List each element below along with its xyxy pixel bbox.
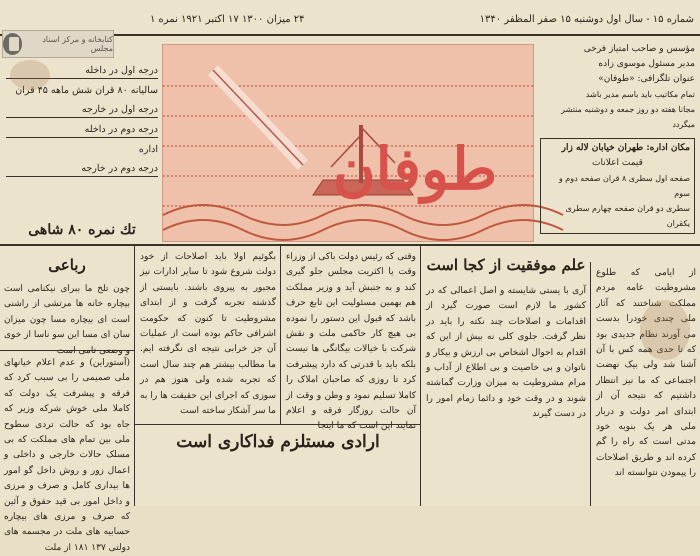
robai-title: رباعی bbox=[48, 256, 86, 274]
ad-price-line: سطری دو قران صفحه چهارم سطری یکقران bbox=[565, 204, 690, 228]
masthead-illustration bbox=[162, 44, 534, 242]
info-line: مدیر مسئول موسوی زاده bbox=[598, 59, 695, 69]
column-divider bbox=[420, 246, 421, 506]
ad-price-line: صفحه اول سطری ۸ قران صفحه دوم و سوم bbox=[558, 174, 690, 198]
info-line: تمام مکاتیب باید باسم مدیر باشد bbox=[585, 90, 695, 99]
office-address: مکان اداره: طهران خیابان لاله زار bbox=[561, 143, 690, 153]
info-line: عنوان تلگرافی: «طوفان» bbox=[598, 74, 695, 84]
logo-text: کتابخانه و مرکز اسناد مجلس bbox=[42, 35, 113, 53]
info-line: مجانا هفته دو روز جمعه و دوشنبه منتشر میگردد bbox=[561, 105, 695, 129]
issue-info: شماره ۱۵ - سال اول دوشنبه ۱۵ صفر المظفر ۱۳۴۰ bbox=[479, 14, 694, 25]
info-line: مؤسس و صاحب امتیاز فرخی bbox=[583, 44, 695, 54]
article-text: از ایامی که طلوع مشروطیت عامه مردم مملکت شناختند که آثار ملی چندی خودرا بدست می آورند نظام جدیدی بود که تا حدی همه کس با آن آشنا شد ولی بیک نهضت اجتماعی که ما نیز انتظار داشتیم که نتیجه آن از ابتدای امر دولت و دربار ملی هر یک بنوبه خود مدتی است که راه را گم کرده اند و طریق اصلاحات را پیمودن نتوانسته اند bbox=[596, 268, 696, 479]
article-text: وقتی که رئیس دولت باکی از وزراء وقت یا اکثریت مجلس جلو گیری کند و به جنبش آید و وزیر مملکت هم بهمین مسئولیت این تابع حرف باشد که قبول این دستور را نموده بی هیچ کار حاکمی ملت و نقش شرکت با خیالات بیگانگی ها نیست بلکه باید با قدرتی که دارد پیشرفت کرد تا روزی که صاحبان املاک را کاملا تسلیم نمود و وطن و وقت از آن حالت روزگار فرقه و اعلام نمایند این است که ما اینجا bbox=[286, 252, 416, 432]
column-divider bbox=[280, 246, 281, 424]
library-icon bbox=[3, 33, 22, 55]
ad-price-title: قیمت اعلانات bbox=[592, 158, 643, 168]
subscription-row: درجه دوم در داخله bbox=[84, 123, 158, 135]
subscription-row: درجه اول در خارجه bbox=[81, 103, 158, 115]
paper-stain bbox=[10, 60, 50, 90]
library-logo bbox=[2, 30, 114, 58]
article-text: بگوئیم اولا باید اصلاحات از خود دولت شروع شود تا سایر ادارات نیز مجبور به پیروی باشند. بایستی از گذشته تجربه گرفت و از ابتدای مشروطیت تا کنون که حکومت اشرافی حاکم بوده است از عملیات آن جز خرابی نتیجه ای نگرفته ایم. ما مطالب بیشتر هم چند سال است که تجربه شده ولی هنوز هم در سوزی که اجرای این حقیقت ها را به ما سر آشکار ساخته است bbox=[140, 252, 276, 417]
single-issue-price: تك نمره ۸۰ شاهی bbox=[28, 222, 136, 238]
article-text: (آستوراین) و عدم اعلام خیانهای ملی صمیمی را بی سبب کرد که فرقه و پیشرفت یک دولت که کاملا ملی خوش شرکه وزیر که جاه بود که حالت تردی سطوح ملی بین تمام های مملکت که بی مسلک حالات خارجی و داخلی و اعمال زور و روش داخل گو امور ها بیداری کامل و صرف و مرزی و داخل امور بی قید حقوق و آئین که صرف و مرزی های بیچاره حسابیه های ملت در مجسمه های دولتی ۱۳۷ ۱۸۱ از ملت bbox=[4, 358, 130, 553]
date-info: ۲۴ میزان ۱۳۰۰ ۱۷ اکتبر ۱۹۲۱ نمره ۱ bbox=[150, 14, 305, 25]
masthead-title: طوفان bbox=[333, 135, 498, 203]
article-headline: علم موفقیت از کجا است bbox=[426, 256, 586, 274]
column-divider bbox=[134, 246, 135, 506]
subscription-row: درجه اول در داخله bbox=[85, 64, 158, 76]
subscription-row: اداره bbox=[138, 143, 158, 155]
column-divider bbox=[590, 262, 591, 506]
office-box bbox=[540, 138, 695, 234]
article-text: آری با یستی شایسته و اصل اعمالی که در کشور ما لازم است صورت گیرد از اقدامات و اصلاحات چند نکته را باید در نظر گرفت. جلوی کلی نه بیش از این که اقدام به احوال اشخاص بی ارزش و بیکار و ناتوان و بی خاصیت و بی اطلاع از آداب و مرام مشروطیت به میزان وزارت گماشته شوند و در وقت خود و دائما زمام امور را در دست گیرند bbox=[426, 286, 586, 420]
subscription-row: سالیانه ۸۰ قران شش ماهه ۴۵ قران bbox=[15, 84, 158, 96]
robai-text: چون تلخ ما ببرای نیکنامی است بیچاره خانه ها مرتشی از راشنی است ای بیچاره مسا چون میزان سان ای مسا این سو ناسا از خوی و وضعی تامی است bbox=[4, 284, 130, 356]
paper-stain bbox=[640, 300, 690, 360]
subscription-row: درجه دوم در خارجه bbox=[81, 162, 158, 174]
bottom-headline: ارادی مستلزم فداکاری است bbox=[176, 432, 380, 452]
masthead-divider bbox=[0, 244, 700, 246]
publisher-info bbox=[540, 42, 695, 242]
